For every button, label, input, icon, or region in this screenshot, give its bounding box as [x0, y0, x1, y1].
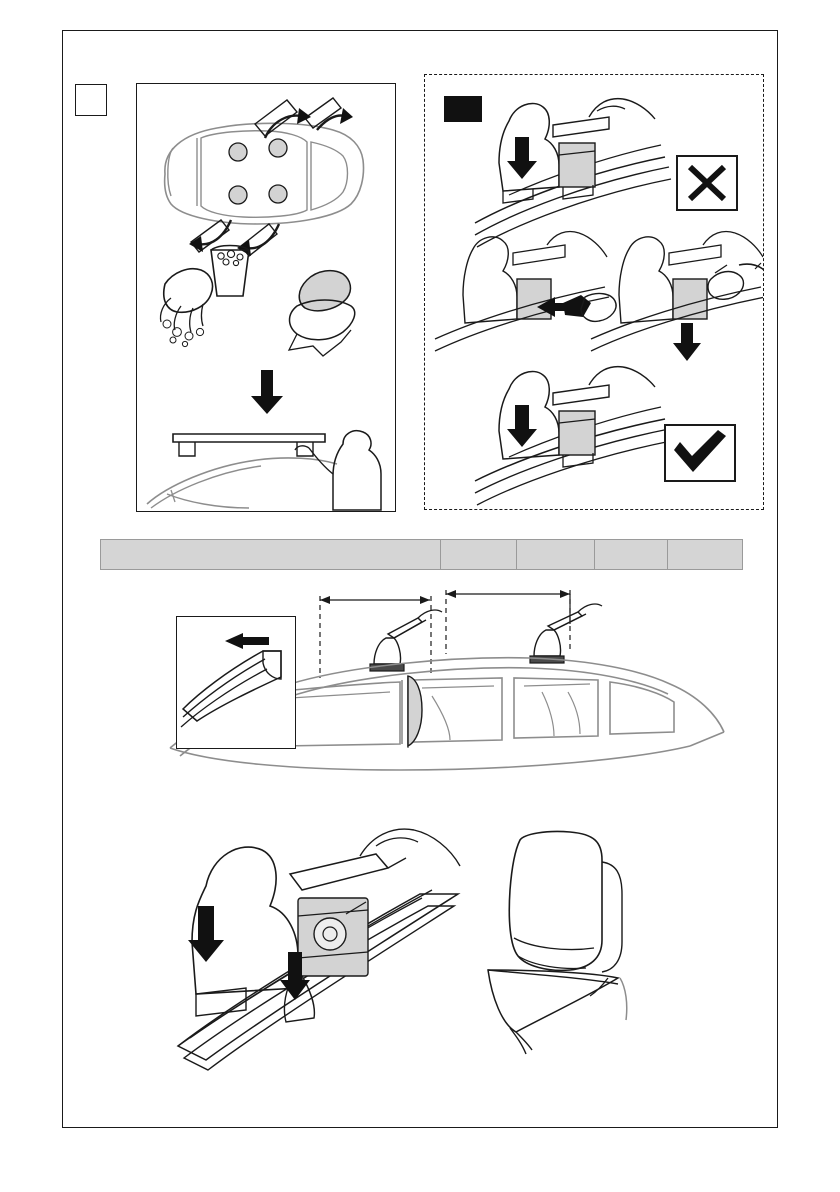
foot-mount-detail [170, 810, 470, 1090]
preparation-panel [136, 83, 396, 512]
foot-mount-illustration [170, 810, 470, 1090]
roof-edge-inset [176, 616, 296, 749]
step-number-badge [75, 84, 107, 116]
foot-on-roof-icon-bottom [475, 367, 671, 505]
cross-mark-box [676, 155, 738, 211]
cleaning-cloth-icon [289, 271, 355, 356]
cross-mark-icon [678, 157, 736, 209]
roof-bar-rear-icon [530, 604, 602, 663]
down-arrow-icon [251, 370, 283, 414]
rubber-pad-detail [470, 820, 750, 1070]
door-frame-highlight [408, 676, 422, 746]
specification-strip [100, 539, 743, 570]
check-mark-icon [666, 426, 734, 480]
roof-bar-placement-icon [147, 431, 381, 510]
preparation-illustration [137, 84, 395, 511]
hand-with-soap-icon [160, 269, 212, 347]
placement-arrows-icon [189, 98, 353, 256]
table-cell-0 [101, 540, 441, 569]
table-cell-4 [668, 540, 742, 569]
torque-wrench-icon [591, 232, 764, 362]
car-window-detail [290, 684, 590, 740]
table-cell-1 [441, 540, 517, 569]
table-cell-2 [517, 540, 595, 569]
roof-edge-detail-illustration [177, 617, 295, 748]
car-top-view-icon [165, 123, 364, 224]
table-cell-3 [595, 540, 668, 569]
dimension-lines [320, 590, 570, 678]
bucket-icon [211, 246, 249, 297]
check-mark-box [664, 424, 736, 482]
foot-on-roof-icon-top [475, 99, 671, 247]
rubber-pad-illustration [470, 820, 750, 1070]
mallet-strike-icon [435, 232, 616, 352]
